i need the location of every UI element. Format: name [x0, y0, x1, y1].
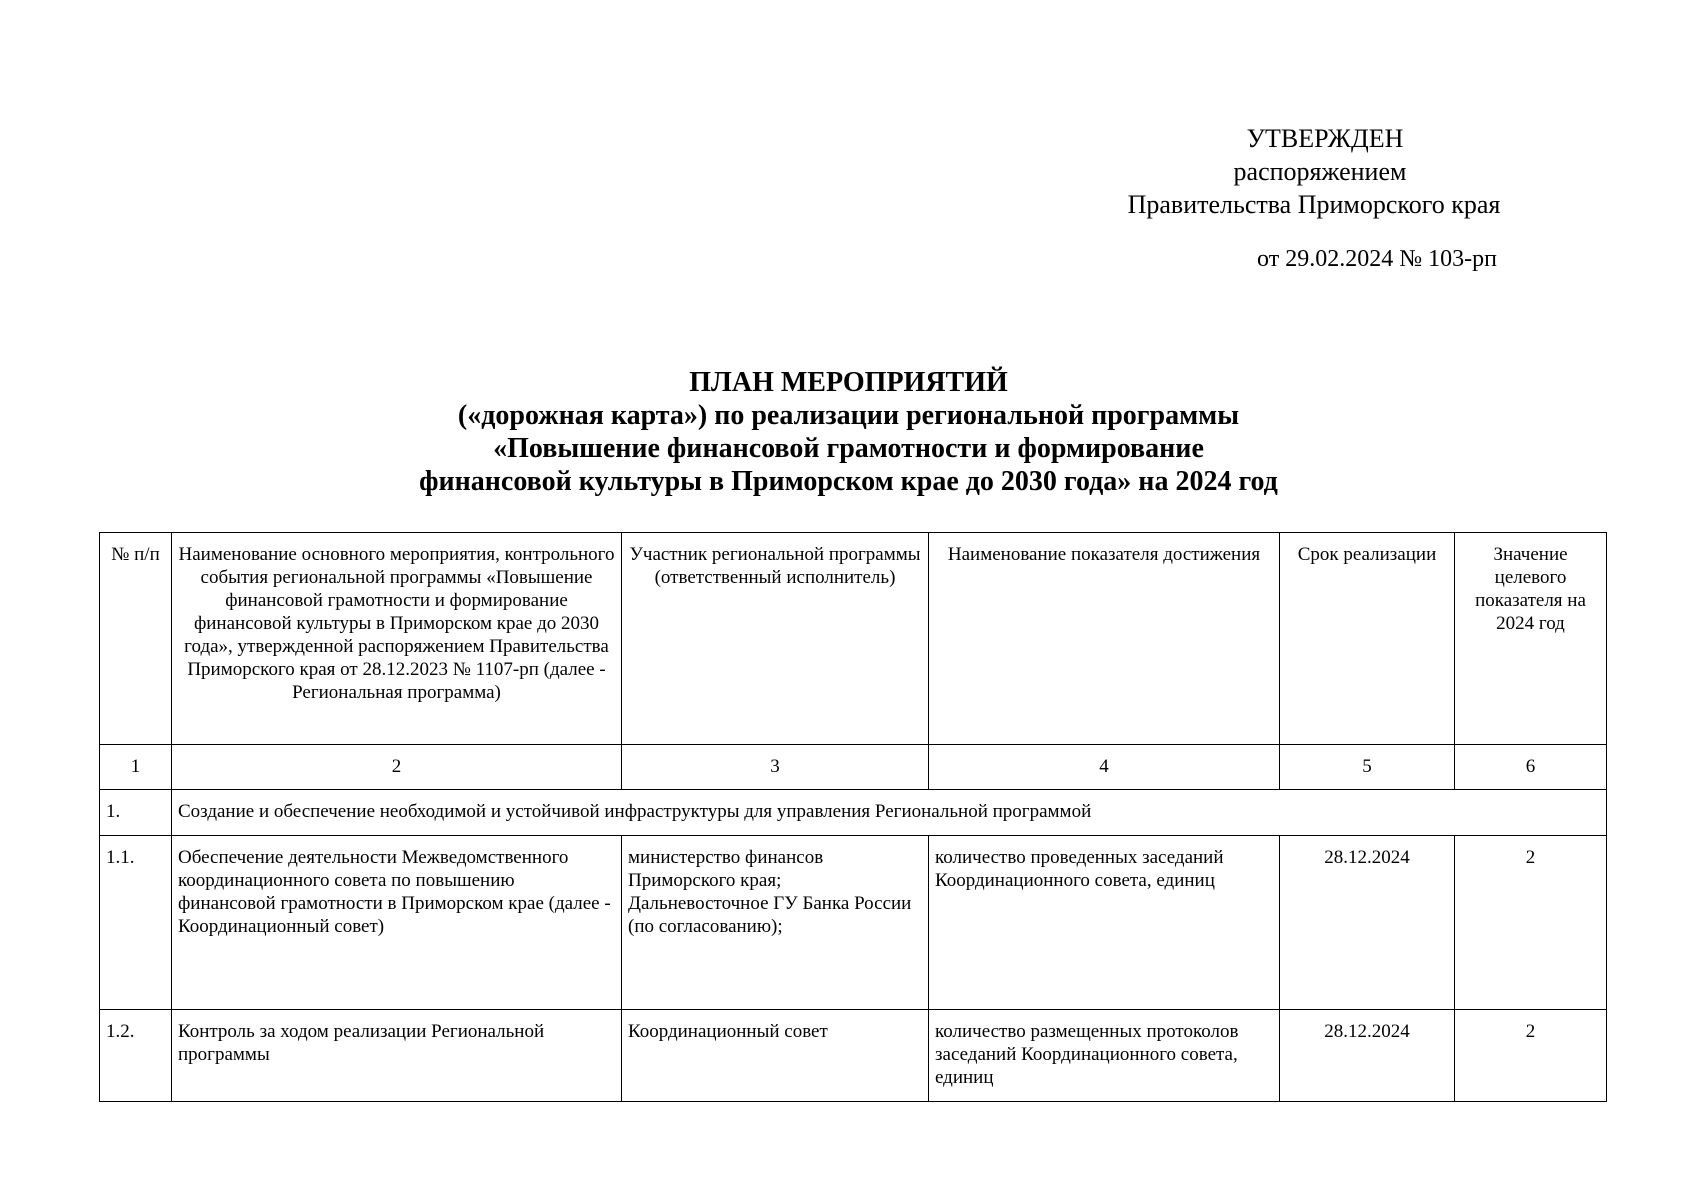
- section-row: [100, 790, 1607, 836]
- row-activity: Контроль за ходом реализации Региональной программы: [172, 1010, 622, 1102]
- row-target: 2: [1455, 836, 1607, 1010]
- row-participant: министерство финансов Приморского края; Дальневосточное ГУ Банка России (по согласованию);: [622, 836, 929, 1010]
- row-target: 2: [1455, 1010, 1607, 1102]
- column-number: 6: [1455, 745, 1607, 790]
- header-number: № п/п: [100, 533, 172, 745]
- title-line-1: ПЛАН МЕРОПРИЯТИЙ: [689, 367, 1008, 398]
- header-deadline: Срок реализации: [1280, 533, 1455, 745]
- column-number: 4: [929, 745, 1280, 790]
- column-number: 1: [100, 745, 172, 790]
- title-line-2: («дорожная карта») по реализации региональной программы: [457, 400, 1240, 431]
- header-target: Значение целевого показателя на 2024 год: [1455, 533, 1607, 745]
- section-title: Создание и обеспечение необходимой и устойчивой инфраструктуры для управления Региональной программой: [172, 790, 1607, 836]
- title-line-4: финансовой культуры в Приморском крае до 2030 года» на 2024 год: [419, 466, 1278, 497]
- row-indicator: количество размещенных протоколов заседаний Координационного совета, единиц: [929, 1010, 1280, 1102]
- column-number: 5: [1280, 745, 1455, 790]
- row-activity: Обеспечение деятельности Межведомственного координационного совета по повышению финансовой грамотности в Приморском крае (далее - Координационный совет): [172, 836, 622, 1010]
- column-number: 3: [622, 745, 929, 790]
- title-line-3: «Повышение финансовой грамотности и формирование: [493, 433, 1204, 464]
- row-number: 1.2.: [100, 1010, 172, 1102]
- approval-authority: Правительства Приморского края: [1127, 190, 1501, 219]
- row-participant: Координационный совет: [622, 1010, 929, 1102]
- header-participant: Участник региональной программы (ответственный исполнитель): [622, 533, 929, 745]
- approval-by: распоряжением: [1233, 157, 1407, 186]
- column-number: 2: [172, 745, 622, 790]
- row-deadline: 28.12.2024: [1280, 836, 1455, 1010]
- approval-date: от 29.02.2024 № 103-рп: [1257, 246, 1497, 272]
- row-deadline: 28.12.2024: [1280, 1010, 1455, 1102]
- row-indicator: количество проведенных заседаний Координационного совета, единиц: [929, 836, 1280, 1010]
- approval-block: [1040, 122, 1600, 221]
- header-indicator: Наименование показателя достижения: [929, 533, 1280, 745]
- row-number: 1.1.: [100, 836, 172, 1010]
- column-number-row: [100, 745, 1607, 790]
- table-header-row: [100, 533, 1607, 745]
- plan-table: [99, 532, 1607, 1102]
- approval-status: УТВЕРЖДЕН: [1246, 124, 1404, 153]
- table-row: [100, 1010, 1607, 1102]
- section-number: 1.: [100, 790, 172, 836]
- header-activity: Наименование основного мероприятия, контрольного события региональной программы «Повышение финансовой грамотности и формирование финансовой культуры в Приморском крае до 2030 года», утвержденной распоряжением Правительства Приморского края от 28.12.2023 № 1107-рп (далее - Региональная программа): [172, 533, 622, 745]
- document-title: [0, 366, 1697, 498]
- table-row: [100, 836, 1607, 1010]
